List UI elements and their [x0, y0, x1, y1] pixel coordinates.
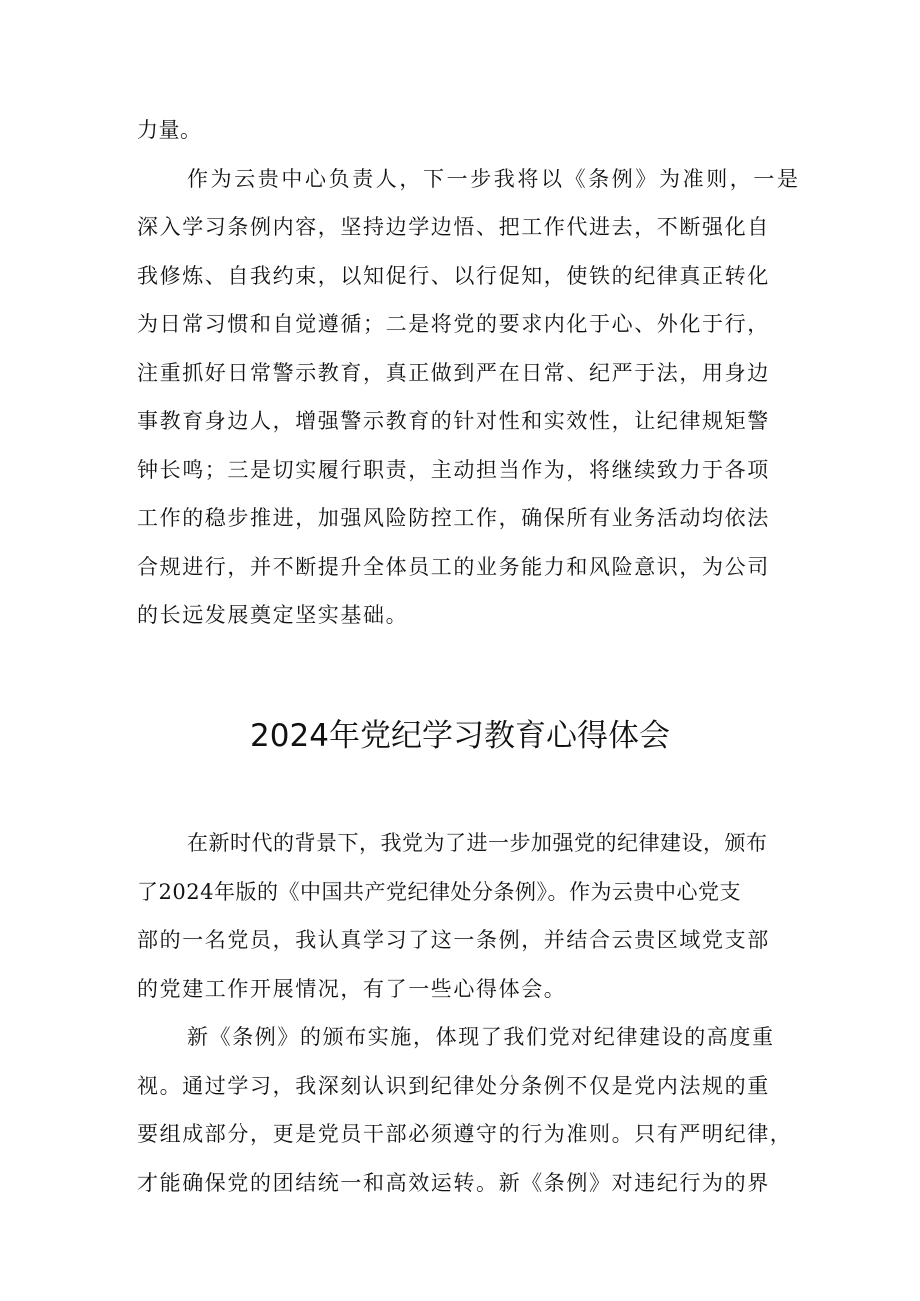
text-line: 注重抓好日常警示教育，真正做到严在日常、纪严于法，用身边: [137, 360, 770, 385]
text-line: 的长远发展奠定坚实基础。: [137, 603, 409, 627]
text-line: 事教育身边人，增强警示教育的针对性和实效性，让纪律规矩警: [137, 409, 770, 433]
text-line: 部的一名党员，我认真学习了这一条例，并结合云贵区域党支部: [137, 928, 770, 952]
text-line: 深入学习条例内容，坚持边学边悟、把工作代进去，不断强化自: [137, 215, 770, 239]
text-line: 的党建工作开展情况，有了一些心得体会。: [137, 976, 567, 1001]
text-line: 钟长鸣；三是切实履行职责，主动担当作为，将继续致力于各项: [137, 457, 770, 482]
text-line: 才能确保党的团结统一和高效运转。新《条例》对违纪行为的界: [137, 1170, 770, 1195]
text-line: 要组成部分，更是党员干部必须遵守的行为准则。只有严明纪律，: [137, 1122, 793, 1146]
text-line: 作为云贵中心负责人，下一步我将以《条例》为准则，一是: [187, 166, 801, 191]
text-line: 了2024年版的《中国共产党纪律处分条例》。作为云贵中心党支: [137, 879, 741, 904]
text-line: 在新时代的背景下，我党为了进一步加强党的纪律建设，颁布: [187, 831, 768, 855]
text-line: 力量。: [137, 118, 202, 142]
paragraph-block-article: [137, 819, 797, 1207]
text-line: 为日常习惯和自觉遵循；二是将党的要求内化于心、外化于行，: [137, 312, 770, 336]
paragraph-block-continued: [137, 106, 801, 640]
article-title: 2024年党纪学习教育心得体会: [250, 718, 670, 754]
text-line: 我修炼、自我约束，以知促行、以行促知，使铁的纪律真正转化: [137, 263, 770, 288]
text-line: 新《条例》的颁布实施，体现了我们党对纪律建设的高度重: [187, 1025, 775, 1049]
text-line: 视。通过学习，我深刻认识到纪律处分条例不仅是党内法规的重: [137, 1073, 770, 1098]
text-line: 工作的稳步推进，加强风险防控工作，确保所有业务活动均依法: [137, 506, 770, 530]
text-line: 合规进行，并不断提升全体员工的业务能力和风险意识，为公司: [137, 554, 770, 579]
